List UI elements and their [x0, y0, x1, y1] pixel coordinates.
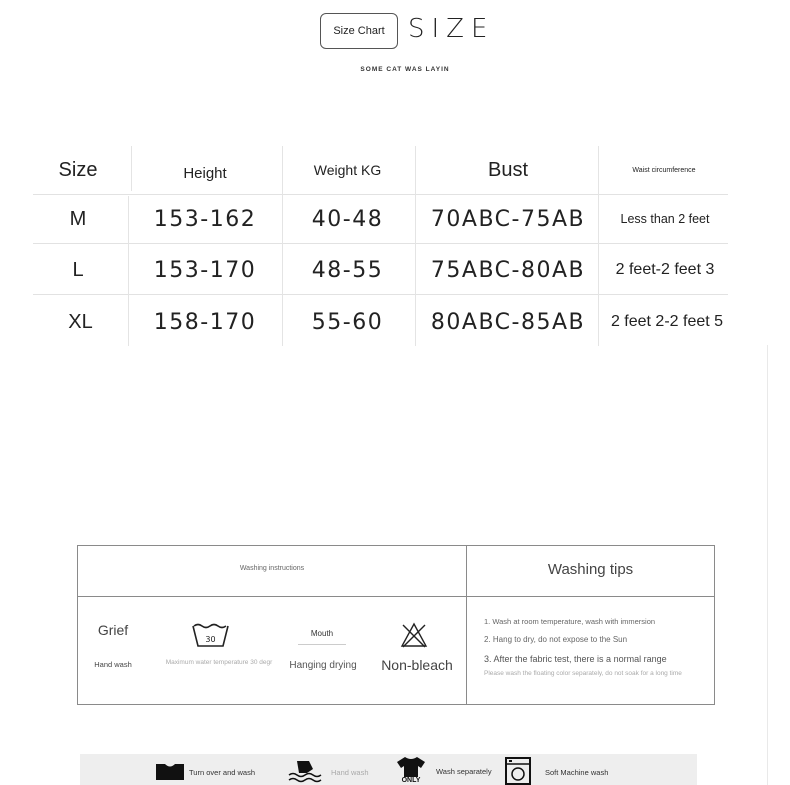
table-divider	[282, 146, 283, 346]
tip-item: 3. After the fabric test, there is a normal range	[484, 654, 667, 664]
non-bleach-label: Non-bleach	[381, 657, 453, 673]
turn-over-wash-label: Turn over and wash	[189, 768, 256, 777]
table-row	[33, 194, 728, 244]
wash-tub-30-icon	[192, 623, 230, 649]
wash-temp-value: 30	[205, 635, 216, 644]
cell-height: 158-170	[153, 309, 257, 335]
cell-bust: 80ABC-85AB	[430, 309, 586, 335]
cell-size: L	[72, 258, 84, 281]
no-bleach-icon	[400, 622, 428, 648]
table-divider	[33, 294, 728, 295]
only-badge: ONLY	[401, 777, 421, 784]
table-divider	[128, 196, 129, 346]
cell-waist: Less than 2 feet	[620, 212, 710, 226]
cell-bust: 75ABC-80AB	[430, 257, 586, 283]
washing-instructions-title: Washing instructions	[239, 565, 305, 572]
cell-size: M	[69, 207, 87, 230]
hanging-dry-icon	[298, 644, 346, 645]
tip-item: Please wash the floating color separately, do not soak for a long time	[484, 670, 682, 677]
table-divider	[598, 146, 599, 346]
hand-wash-strip-label: Hand wash	[331, 768, 369, 777]
table-divider	[415, 146, 416, 346]
table-row	[33, 296, 728, 348]
table-divider	[33, 243, 728, 244]
header-height: Height	[183, 164, 227, 182]
size-heading: SIZE	[408, 14, 495, 44]
header-weight: Weight KG	[313, 162, 382, 178]
shirt-inside-out-icon	[155, 761, 185, 781]
hand-in-water-icon	[287, 757, 323, 783]
cell-weight: 55-60	[311, 309, 384, 335]
tip-item: 2. Hang to dry, do not expose to the Sun	[484, 635, 628, 644]
cell-waist: 2 feet 2-2 feet 5	[610, 313, 724, 330]
size-table-header-row	[33, 146, 728, 194]
size-chart-label: Size Chart	[320, 13, 398, 49]
washing-divider	[77, 596, 715, 597]
cell-weight: 48-55	[311, 257, 384, 283]
soft-machine-wash-label: Soft Machine wash	[545, 768, 609, 777]
hand-wash-label: Hand wash	[94, 660, 132, 669]
table-divider	[131, 146, 132, 191]
tshirt-icon	[396, 756, 426, 778]
brand-subtitle: SOME CAT WAS LAYIN	[360, 66, 450, 73]
cell-size: XL	[68, 310, 93, 333]
cell-height: 153-162	[153, 206, 257, 232]
max-temperature-label: Maximum water temperature 30 degr	[165, 659, 273, 666]
tip-item: 1. Wash at room temperature, wash with immersion	[484, 617, 656, 626]
washing-tips-title: Washing tips	[547, 561, 634, 578]
cell-height: 153-170	[153, 257, 257, 283]
table-divider	[33, 194, 728, 195]
header-size: Size	[58, 158, 98, 181]
header-waist: Waist circumference	[632, 166, 696, 174]
page-edge-divider	[767, 345, 768, 785]
cell-waist: 2 feet-2 feet 3	[615, 261, 715, 278]
washing-machine-icon	[505, 757, 531, 785]
header-bust: Bust	[487, 158, 529, 181]
grief-label: Grief	[97, 622, 129, 638]
table-row	[33, 244, 728, 296]
wash-separately-label: Wash separately	[436, 767, 492, 776]
cell-weight: 40-48	[311, 206, 384, 232]
cell-bust: 70ABC-75AB	[430, 206, 586, 232]
hanging-drying-label: Hanging drying	[289, 660, 357, 671]
mouth-label: Mouth	[310, 629, 334, 638]
